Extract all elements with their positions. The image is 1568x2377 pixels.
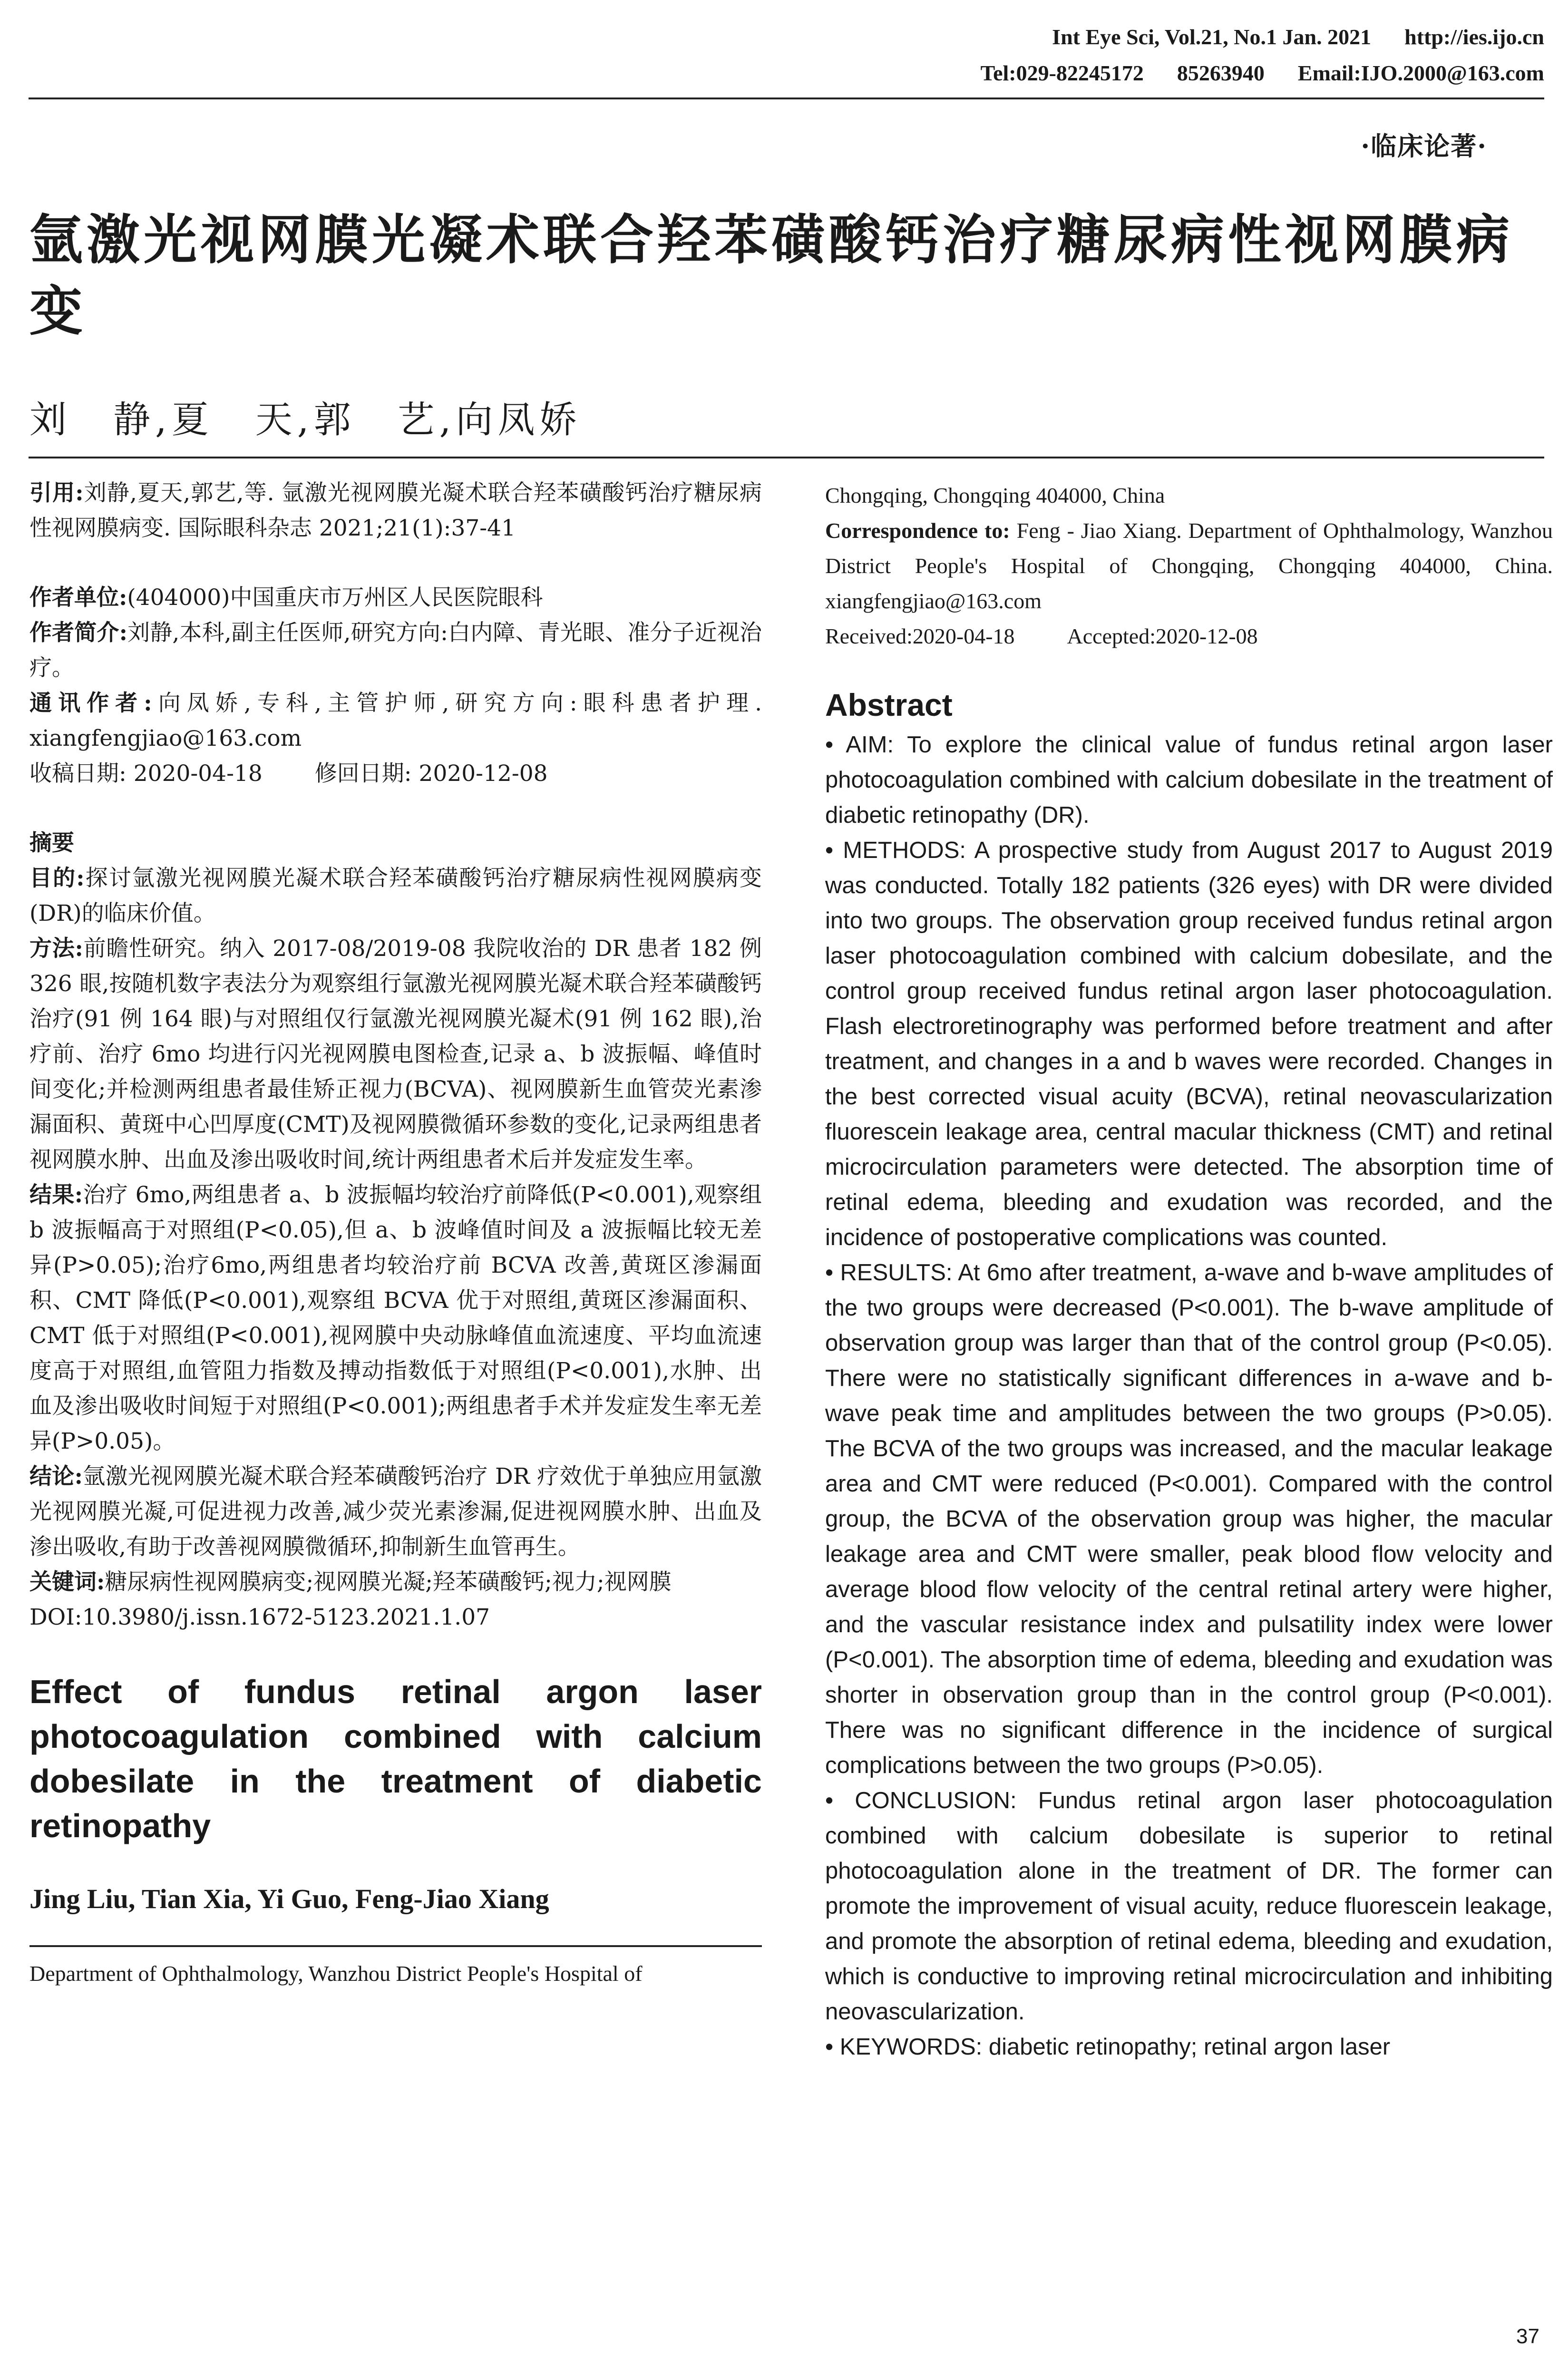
journal-url[interactable]: http://ies.ijo.cn [1404, 25, 1544, 49]
article-title-cn: 氩激光视网膜光凝术联合羟苯磺酸钙治疗糖尿病性视网膜病变 [29, 209, 1513, 342]
right-column [825, 478, 1553, 2065]
abstract-conclusion: • CONCLUSION: Fundus retinal argon laser photocoagulation combined with calcium dobesilate is superior to retinal photocoagulation alone in the treatment of DR. The former can promote the improvement of visual acuity, reduce fluorescein leakage, and promote the absorption of retinal edema, bleeding and exudation, which is conductive to improving retinal microcirculation and inhibiting neovascularization. [825, 1788, 1553, 2025]
intro-label: 作者简介: [29, 620, 127, 646]
methods-text: 前瞻性研究。纳入 2017-08/2019-08 我院收治的 DR 患者 182 例 326 眼,按随机数字表法分为观察组行氩激光视网膜光凝术联合羟苯磺酸钙治疗(91 例 164 眼)与对照组仅行氩激光视网膜光凝术(91 例 162 眼),治疗前、治疗 6mo 均进行闪光视网膜电图检查,记录 a、b 波振幅、峰值时间变化;并检测两组患者最佳矫正视力(BCVA)、视网膜新生血管荧光素渗漏面积、黄斑中心凹厚度(CMT)及视网膜微循环参数的变化,记录两组患者视网膜水肿、出血及渗出吸收时间,统计两组患者术后并发症发生率。 [29, 935, 762, 1173]
journal-email[interactable]: Email:IJO.2000@163.com [1297, 61, 1544, 85]
keywords-label: 关键词: [29, 1569, 105, 1595]
keywords-cn [29, 1565, 762, 1600]
results-label: 结果: [29, 1182, 83, 1208]
conclusion-label: 结论: [29, 1463, 83, 1490]
abstract-aim: • AIM: To explore the clinical value of fundus retinal argon laser photocoagulation combined with calcium dobesilate in the treatment of diabetic retinopathy (DR). [825, 732, 1553, 828]
correspondence-label: Correspondence to: [825, 518, 1010, 543]
corr-label: 通讯作者: [29, 690, 152, 716]
affiliation-divider [29, 1945, 762, 1947]
article-title-en: Effect of fundus retinal argon laser photocoagulation combined with calcium dobesilate in the treatment of diabetic retinopathy [29, 1673, 762, 1844]
revised-cn: 修回日期: 2020-12-08 [314, 760, 548, 787]
author-intro [29, 615, 762, 686]
title-divider [29, 457, 1544, 458]
received-cn: 收稿日期: 2020-04-18 [29, 760, 263, 787]
unit-text: (404000)中国重庆市万州区人民医院眼科 [127, 585, 543, 611]
page-number: 37 [1516, 2325, 1539, 2348]
doi[interactable]: DOI:10.3980/j.issn.1672-5123.2021.1.07 [29, 1604, 490, 1630]
correspondence-en [825, 513, 1553, 619]
methods-label: 方法: [29, 935, 83, 962]
keywords-text: 糖尿病性视网膜病变;视网膜光凝;羟苯磺酸钙;视力;视网膜 [105, 1569, 672, 1595]
unit-label: 作者单位: [29, 585, 127, 611]
abstract-heading-en: Abstract [825, 687, 953, 722]
citation-label: 引用: [29, 480, 84, 506]
dates-cn [29, 756, 762, 791]
author-unit [29, 580, 762, 615]
left-column [29, 476, 762, 1991]
intro-text: 刘静,本科,副主任医师,研究方向:白内障、青光眼、准分子近视治疗。 [29, 620, 762, 681]
affiliation-continued: Chongqing, Chongqing 404000, China [825, 483, 1165, 507]
dates-en [825, 619, 1553, 654]
results-text: 治疗 6mo,两组患者 a、b 波振幅均较治疗前降低(P<0.001),观察组 b 波振幅高于对照组(P<0.05),但 a、b 波峰值时间及 a 波振幅比较无差异(P>0.05);治疗6mo,两组患者均较治疗前 BCVA 改善,黄斑区渗漏面积、CMT 降低(P<0.001),观察组 BCVA 优于对照组,黄斑区渗漏面积、CMT 低于对照组(P<0.001),视网膜中央动脉峰值血流速度、平均血流速度高于对照组,血管阻力指数及搏动指数低于对照组(P<0.001),水肿、出血及渗出吸收时间短于对照组(P<0.001);两组患者手术并发症发生率无差异(P>0.05)。 [29, 1182, 762, 1454]
correspondence-text: Feng - Jiao Xiang. Department of Ophthalmology, Wanzhou District People's Hospital of Chongqing, Chongqing 404000, China. xiangfengjiao@163.com [825, 518, 1553, 613]
authors-en: Jing Liu, Tian Xia, Yi Guo, Feng-Jiao Xiang [29, 1883, 549, 1914]
objective-label: 目的: [29, 865, 85, 891]
corresponding-author [29, 686, 762, 756]
results-cn [29, 1178, 762, 1459]
objective-text: 探讨氩激光视网膜光凝术联合羟苯磺酸钙治疗糖尿病性视网膜病变(DR)的临床价值。 [29, 865, 762, 926]
journal-info: Int Eye Sci, Vol.21, No.1 Jan. 2021 [1052, 25, 1372, 49]
methods-cn [29, 931, 762, 1178]
accepted-en: Accepted:2020-12-08 [1067, 624, 1258, 648]
abstract-results: • RESULTS: At 6mo after treatment, a-wave and b-wave amplitudes of the two groups were decreased (P<0.001). The b-wave amplitude of observation group was larger than that of the control group (P<0.05). There were no statistically significant differences in a-wave and b-wave peak time and amplitudes between the two groups (P>0.05). The BCVA of the two groups was increased, and the macular leakage area and CMT were reduced (P<0.001). Compared with the control group, the BCVA of the observation group was higher, the macular leakage area and CMT were smaller, peak blood flow velocity and average blood flow velocity of the central retinal artery were higher, and the vascular resistance index and pulsatility index were lower (P<0.001). The absorption time of edema, bleeding and exudation was shorter in observation group than in the control group (P<0.001). There was no significant difference in the incidence of surgical complications between the two groups (P>0.05). [825, 1260, 1553, 1778]
section-tag: ·临床论著· [1361, 131, 1487, 161]
abstract-heading-cn: 摘要 [29, 830, 74, 856]
abstract-keywords: • KEYWORDS: diabetic retinopathy; retinal argon laser [825, 2034, 1391, 2060]
abstract-methods: • METHODS: A prospective study from August 2017 to August 2019 was conducted. Totally 182 patients (326 eyes) with DR were divided into two groups. The observation group received fundus retinal argon laser photocoagulation combined with calcium dobesilate, and the control group received fundus retinal argon laser photocoagulation. Flash electroretinography was performed before treatment and after treatment, and changes in a and b waves were recorded. Changes in the best corrected visual acuity (BCVA), retinal neovascularization fluorescein leakage area, central macular thickness (CMT) and retinal microcirculation parameters were detected. The absorption time of retinal edema, bleeding and exudation was recorded, and the incidence of postoperative complications was counted. [825, 838, 1553, 1250]
conclusion-cn [29, 1459, 762, 1565]
received-en: Received:2020-04-18 [825, 624, 1015, 648]
header-divider [29, 97, 1544, 99]
corr-text: 向凤娇,专科,主管护师,研究方向:眼科患者护理. xiangfengjiao@163.com [29, 690, 762, 751]
citation [29, 476, 762, 546]
authors-cn: 刘 静,夏 天,郭 艺,向凤娇 [29, 399, 582, 441]
citation-text: 刘静,夏天,郭艺,等. 氩激光视网膜光凝术联合羟苯磺酸钙治疗糖尿病性视网膜病变. 国际眼科杂志 2021;21(1):37-41 [29, 480, 762, 541]
journal-header [947, 19, 1544, 91]
affiliation-en: Department of Ophthalmology, Wanzhou District People's Hospital of [29, 1961, 643, 1986]
conclusion-text: 氩激光视网膜光凝术联合羟苯磺酸钙治疗 DR 疗效优于单独应用氩激光视网膜光凝,可促进视力改善,减少荧光素渗漏,促进视网膜水肿、出血及渗出吸收,有助于改善视网膜微循环,抑制新生血管再生。 [29, 1463, 762, 1560]
journal-tel: Tel:029-82245172 [980, 61, 1144, 85]
journal-tel2: 85263940 [1177, 61, 1265, 85]
objective [29, 861, 762, 931]
